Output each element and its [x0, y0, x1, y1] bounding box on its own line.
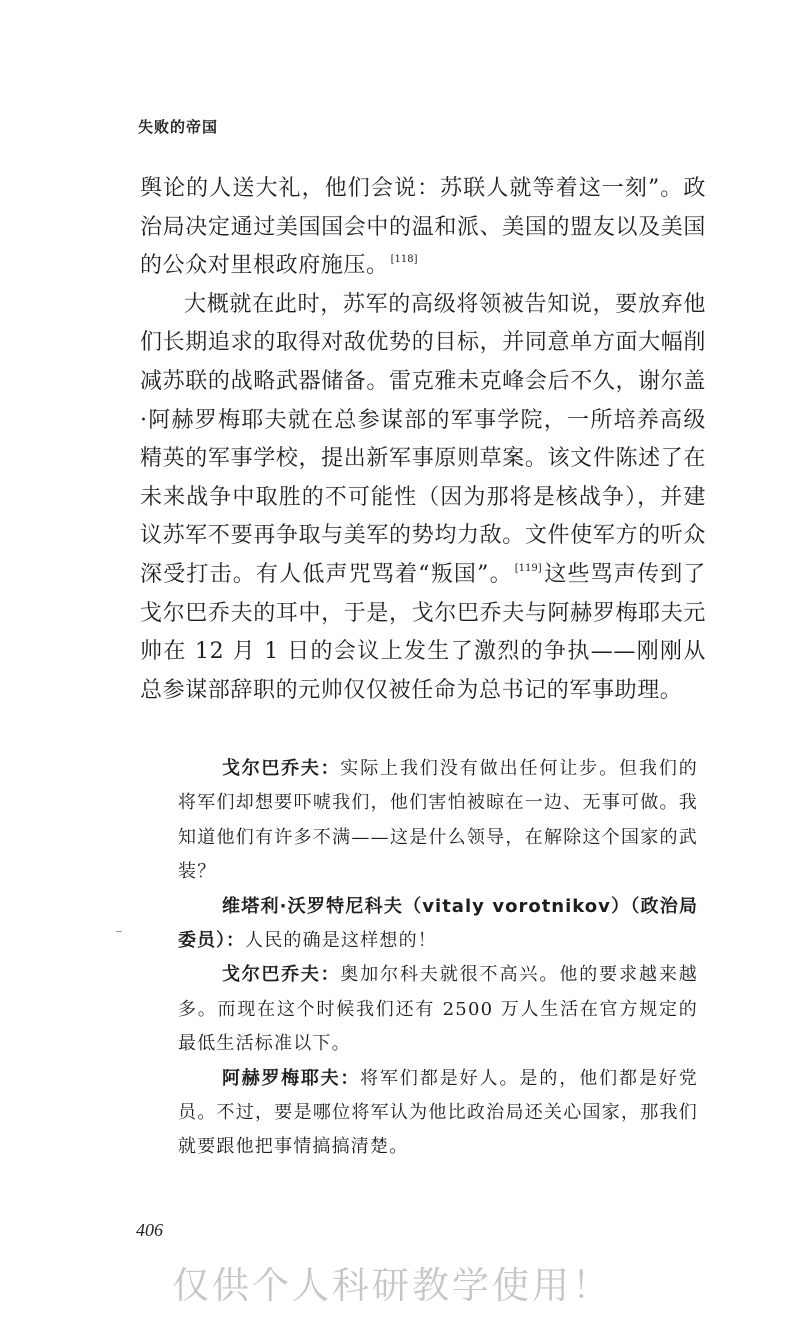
body-text	[140, 170, 706, 710]
running-head: 失败的帝国	[138, 118, 219, 136]
footnote-ref: [118]	[390, 254, 418, 266]
dialogue-text: 奥加尔科夫就很不高兴。他的要求越来越多。而现在这个时候我们还有 2500 万人生活在官方规定的最低生活标准以下。	[178, 964, 698, 1055]
dialogue-text: 实际上我们没有做出任何让步。但我们的将军们却想要吓唬我们，他们害怕被晾在一边、无事可做。我知道他们有许多不满——这是什么领导，在解除这个国家的武装？	[178, 758, 698, 883]
dialogue-entry	[178, 958, 698, 1061]
speaker-name: 阿赫罗梅耶夫：	[222, 1067, 361, 1089]
page-number: 406	[136, 1220, 163, 1240]
paragraph-text: 舆论的人送大礼，他们会说：苏联人就等着这一刻”。政治局决定通过美国国会中的温和派、美国的盟友以及美国的公众对里根政府施压。	[140, 176, 706, 279]
paragraph-2	[140, 286, 706, 711]
margin-mark	[116, 931, 122, 932]
speaker-name: 戈尔巴乔夫：	[222, 758, 341, 779]
dialogue-text: 将军们都是好人。是的，他们都是好党员。不过，要是哪位将军认为他比政治局还关心国家，那我们就要跟他把事情搞搞清楚。	[178, 1067, 699, 1158]
footnote-ref: [119]	[514, 562, 542, 574]
speaker-name: 维塔利·沃罗特尼科夫（vitaly vorotnikov）（政治局委员）：	[178, 895, 698, 952]
dialogue-entry	[178, 1062, 698, 1165]
dialogue-text: 人民的确是这样想的！	[245, 930, 437, 952]
watermark: 仅供个人科研教学使用！	[172, 1264, 612, 1307]
speaker-name: 戈尔巴乔夫：	[222, 964, 341, 986]
dialogue-entry	[178, 890, 698, 959]
paragraph-text: 大概就在此时，苏军的高级将领被告知说，要放弃他们长期追求的取得对敌优势的目标，并同意单方面大幅削减苏联的战略武器储备。雷克雅未克峰会后不久，谢尔盖·阿赫罗梅耶夫就在总参谋部的军事学院，一所培养高级精英的军事学校，提出新军事原则草案。该文件陈述了在未来战争中取胜的不可能性（因为那将是核战争），并建议苏军不要再争取与美军的势均力敌。文件使军方的听众深受打击。有人低声咒骂着“叛国”。	[140, 291, 706, 587]
dialogue-entry	[178, 752, 698, 890]
paragraph-1	[140, 170, 706, 286]
dialogue-block	[178, 752, 698, 1165]
paragraph-text: 这些骂声传到了戈尔巴乔夫的耳中，于是，戈尔巴乔夫与阿赫罗梅耶夫元帅在 12 月 1 日的会议上发生了激烈的争执——刚刚从总参谋部辞职的元帅仅仅被任命为总书记的军事助理。	[140, 561, 706, 703]
